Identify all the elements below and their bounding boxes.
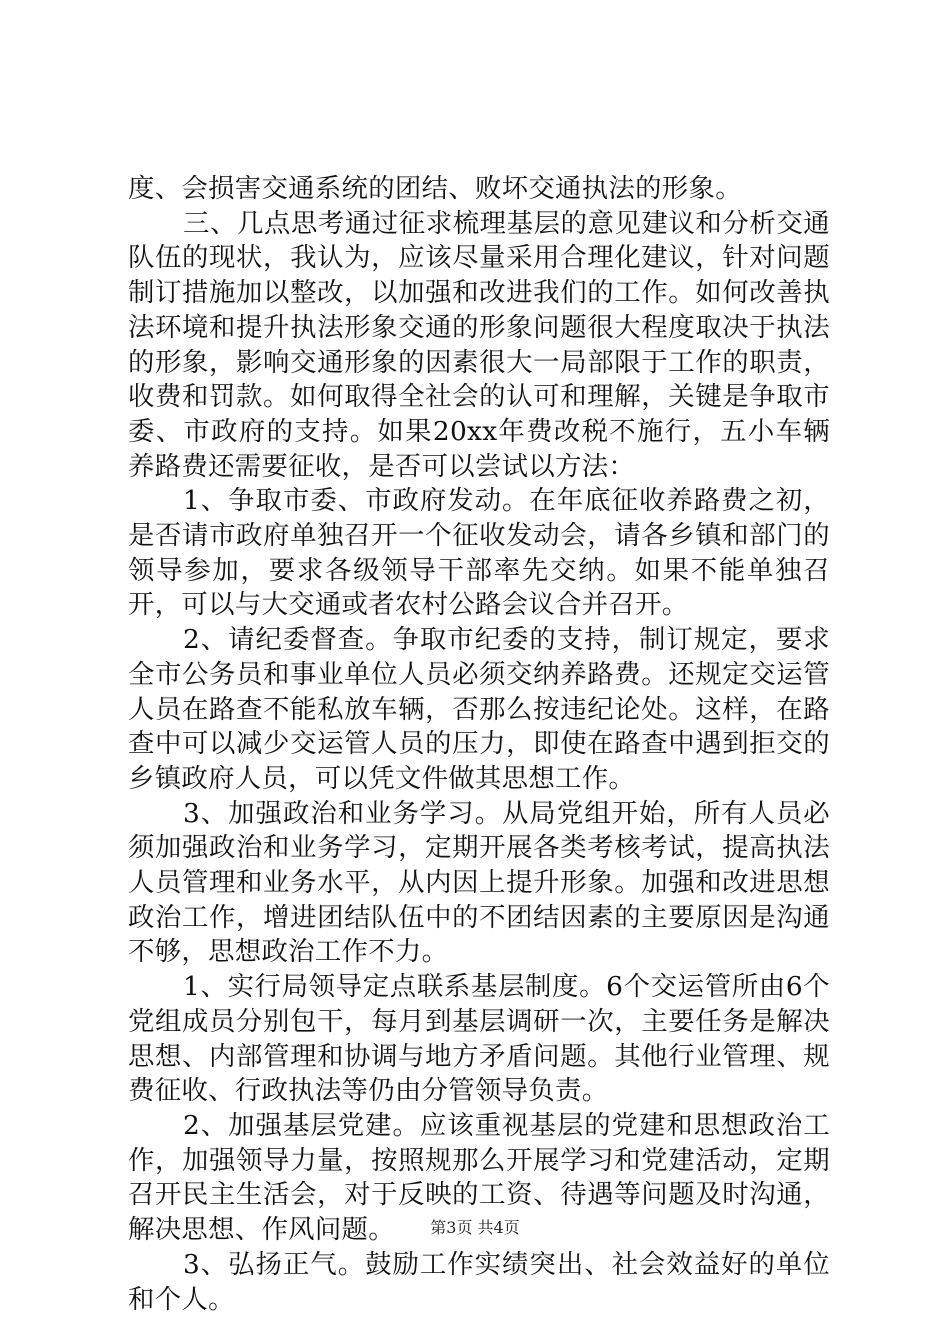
paragraph-continuation: 度、会损害交通系统的团结、败坏交通执法的形象。 (128, 173, 742, 204)
paragraph-item-1-contact: 1、实行局领导定点联系基层制度。6个交运管所由6个党组成员分别包干，每月到基层调研一次，主要任务是解决思想、内部管理和协调与地方矛盾问题。其他行业管理、规费征收、行政执法等仍由分管领导负责。 (128, 971, 830, 1107)
paragraph-item-3-study: 3、加强政治和业务学习。从局党组开始，所有人员必须加强政治和业务学习，定期开展各类考核考试，提高执法人员管理和业务水平，从内因上提升形象。加强和改进思想政治工作，增进团结队伍中的不团结因素的主要原因是沟通不够，思想政治工作不力。 (128, 797, 830, 968)
page-number: 第3页 共4页 (430, 1218, 520, 1237)
paragraph-item-1-mobilize: 1、争取市委、市政府发动。在年底征收养路费之初，是否请市政府单独召开一个征收发动会，请各乡镇和部门的领导参加，要求各级领导干部率先交纳。如果不能单独召开，可以与大交通或者农村公路会议合并召开。 (128, 485, 830, 621)
paragraph-item-3-promote: 3、弘扬正气。鼓励工作实绩突出、社会效益好的单位和个人。 (128, 1248, 830, 1315)
page-footer (0, 1218, 950, 1238)
document-body (128, 172, 830, 1317)
paragraph-item-2-party-building: 2、加强基层党建。应该重视基层的党建和思想政治工作，加强领导力量，按照规那么开展学习和党建活动，定期召开民主生活会，对于反映的工资、待遇等问题及时沟通，解决思想、作风问题。 (128, 1109, 830, 1246)
paragraph-section-three: 三、几点思考通过征求梳理基层的意见建议和分析交通队伍的现状，我认为，应该尽量采用合理化建议，针对问题制订措施加以整改，以加强和改进我们的工作。如何改善执法环境和提升执法形象交通的形象问题很大程度取决于执法的形象，影响交通形象的因素很大一局部限于工作的职责，收费和罚款。如何取得全社会的认可和理解，关键是争取市委、市政府的支持。如果20xx年费改税不施行，五小车辆养路费还需要征收，是否可以尝试以方法： (128, 207, 830, 482)
paragraph-item-2-discipline: 2、请纪委督查。争取市纪委的支持，制订规定，要求全市公务员和事业单位人员必须交纳养路费。还规定交运管人员在路查不能私放车辆，否那么按违纪论处。这样，在路查中可以减少交运管人员的压力，即使在路查中遇到拒交的乡镇政府人员，可以凭文件做其思想工作。 (128, 624, 830, 794)
